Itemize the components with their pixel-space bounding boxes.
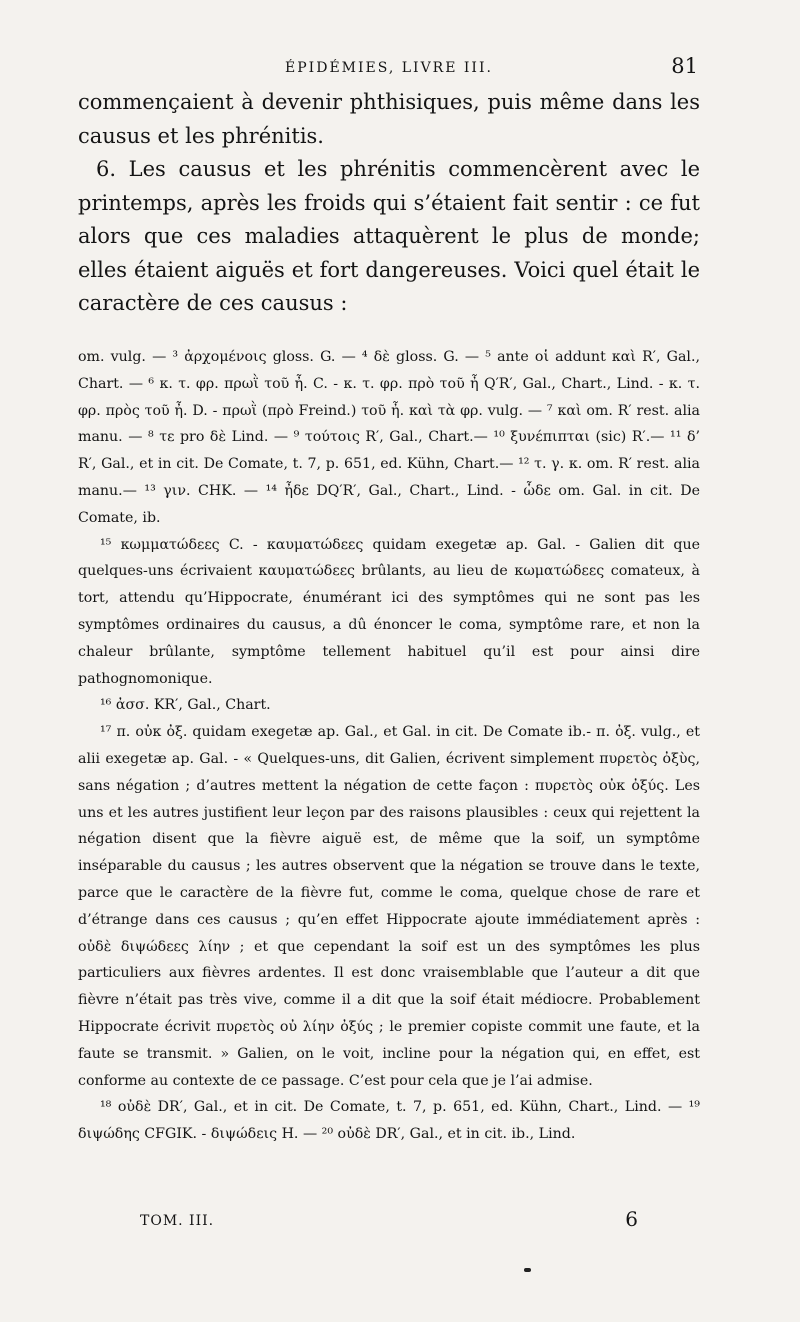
footnote-block: om. vulg. — ³ ἀρχομένοις gloss. G. — ⁴ δὲ gloss. G. — ⁵ ante οἱ addunt καὶ R′, Gal., Chart. — ⁶ κ. τ. φρ. πρωῒ τοῦ ἦ. C. - κ. τ. φρ. πρὸ τοῦ ἦ Q′R′, Gal., Chart., Lind. - κ. τ. φρ. πρὸς τοῦ ἦ. D. - πρωῒ (πρὸ Freind.) τοῦ ἦ. καὶ τὰ φρ. vulg. — ⁷ καὶ om. R′ rest. alia manu. — ⁸ τε pro δὲ Lind. — ⁹ τούτοις R′, Gal., Chart.— ¹⁰ ξυνέπιπται (sic) R′.— ¹¹ δ’ R′, Gal., et in cit. De Comate, t. 7, p. 651, ed. Kühn, Chart.— ¹² τ. γ. κ. om. R′ rest. alia manu.— ¹³ γιν. CHK. — ¹⁴ ἦδε DQ′R′, Gal., Chart., Lind. - ὧδε om. Gal. in cit. De Comate, ib. bbox=[78, 349, 700, 526]
signature-mark: 6 bbox=[625, 1207, 638, 1231]
page-number: 81 bbox=[671, 54, 698, 78]
main-text bbox=[78, 86, 700, 321]
running-title: ÉPIDÉMIES, LIVRE III. bbox=[285, 60, 493, 76]
footnote-15: ¹⁵ κωμματώδεες C. - καυματώδεες quidam exegetæ ap. Gal. - Galien dit que quelques-uns écrivaient καυματώδεες brûlants, au lieu de κωματώδεες comateux, à tort, attendu qu’Hippocrate, énumérant ici des symptômes qui ne sont pas les symptômes ordinaires du causus, a dû énoncer le coma, symptôme rare, et non la chaleur brûlante, symptôme tellement habituel qu’il est pour ainsi dire pathognomonique. bbox=[78, 536, 700, 687]
footnote-18-20: ¹⁸ οὐδὲ DR′, Gal., et in cit. De Comate, t. 7, p. 651, ed. Kühn, Chart., Lind. — ¹⁹ διψώδης CFGIK. - διψώδεις H. — ²⁰ οὐδὲ DR′, Gal., et in cit. ib., Lind. bbox=[78, 1099, 700, 1143]
footnotes bbox=[78, 344, 700, 1148]
footnote-17: ¹⁷ π. οὐκ ὀξ. quidam exegetæ ap. Gal., et Gal. in cit. De Comate ib.- π. ὀξ. vulg., et alii exegetæ ap. Gal. - « Quelques-uns, dit Galien, écrivent simplement πυρετὸς ὀξὺς, sans négation ; d’autres mettent la négation de cette façon : πυρετὸς οὐκ ὀξύς. Les uns et les autres justifient leur leçon par des raisons plausibles : ceux qui rejettent la négation disent que la fièvre aiguë est, de même que la soif, un symptôme inséparable du causus ; les autres observent que la négation se trouve dans le texte, parce que le caractère de la fièvre fut, comme le coma, quelque chose de rare et d’étrange dans ces causus ; qu’en effet Hippocrate ajoute immédiatement après : οὐδὲ διψώδεες λίην ; et que cependant la soif est un des symptômes les plus particuliers aux fièvres ardentes. Il est donc vraisemblable que l’auteur a dit que fièvre n’était pas très vive, comme il a dit que la soif était médiocre. Probablement Hippocrate écrivit πυρετὸς οὐ λίην ὀξύς ; le premier copiste commit une faute, et la faute se transmit. » Galien, on le voit, incline pour la négation qui, en effet, est conforme au contexte de ce passage. C’est pour cela que je l’ai admise. bbox=[78, 724, 700, 1089]
ink-speck bbox=[524, 1268, 531, 1272]
footnote-16: ¹⁶ ἀσσ. KR′, Gal., Chart. bbox=[100, 697, 271, 714]
main-paragraph-6: 6. Les causus et les phrénitis commencèrent avec le printemps, après les froids qui s’étaient fait sentir : ce fut alors que ces maladies attaquèrent le plus de monde; elles étaient aiguës et fort dangereuses. Voici quel était le caractère de ces causus : bbox=[78, 157, 700, 315]
tome-label: TOM. III. bbox=[140, 1213, 215, 1229]
main-paragraph-continuation: commençaient à devenir phthisiques, puis même dans les causus et les phrénitis. bbox=[78, 90, 700, 148]
page-footer bbox=[78, 1207, 700, 1237]
page-header bbox=[78, 54, 700, 84]
